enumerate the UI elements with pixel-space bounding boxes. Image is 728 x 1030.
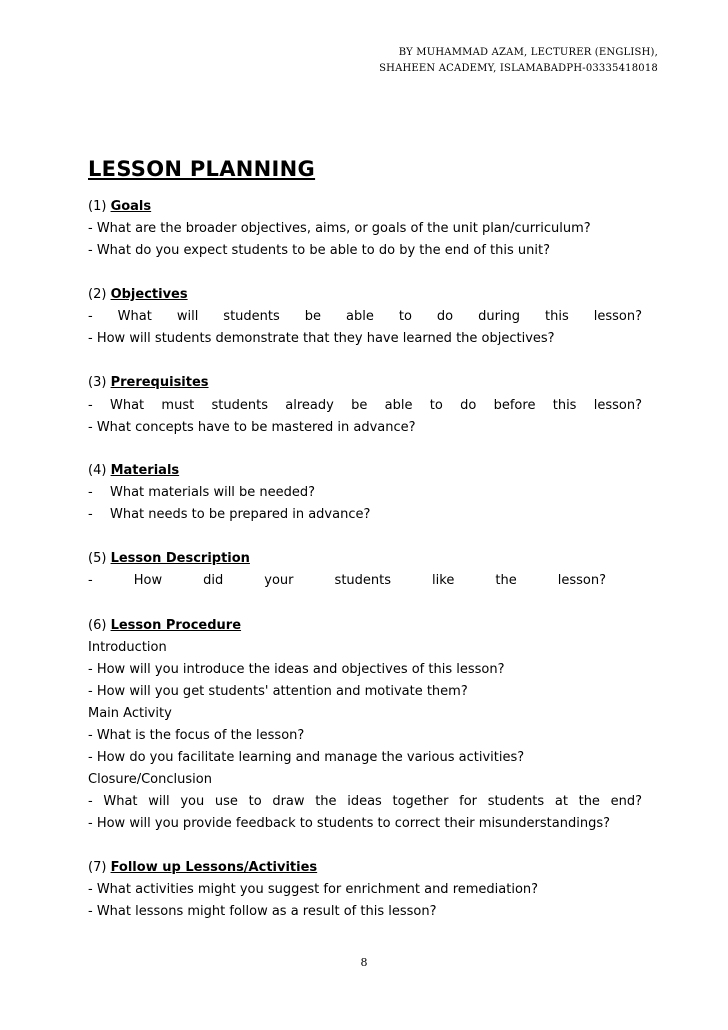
section-heading-followup — [88, 859, 642, 877]
section-number: (7) — [88, 860, 107, 875]
bullet-dash: - — [88, 485, 93, 500]
question-line: - How will you provide feedback to students to correct their misunderstandings? — [88, 816, 611, 831]
question-line: - How will you get students' attention and motivate them? — [88, 684, 468, 699]
question-text: What needs to be prepared in advance? — [110, 507, 371, 522]
section-heading-procedure — [88, 617, 642, 635]
question-text: What materials will be needed? — [110, 485, 316, 500]
section-heading-materials — [88, 462, 642, 480]
section-number: (3) — [88, 375, 107, 390]
section-number: (1) — [88, 199, 107, 214]
subheading-closure: Closure/Conclusion — [88, 772, 212, 787]
question-line: - What concepts have to be mastered in advance? — [88, 420, 416, 435]
subheading-introduction: Introduction — [88, 640, 167, 655]
section-title: Follow up Lessons/Activities — [110, 860, 318, 875]
question-line: - How did your students like the lesson? — [88, 573, 606, 588]
question-line: - What will students be able to do during this lesson? — [88, 309, 642, 324]
question-line: - What activities might you suggest for enrichment and remediation? — [88, 882, 539, 897]
academy-line: SHAHEEN ACADEMY, ISLAMABADPH-03335418018 — [379, 63, 658, 74]
question-line: - What are the broader objectives, aims, or goals of the unit plan/curriculum? — [88, 221, 591, 236]
section-number: (2) — [88, 287, 107, 302]
section-heading-objectives — [88, 286, 642, 304]
question-line: - What is the focus of the lesson? — [88, 728, 305, 743]
bullet-dash: - — [88, 507, 93, 522]
section-title: Prerequisites — [110, 375, 209, 390]
question-line — [88, 484, 642, 502]
section-title: Goals — [110, 199, 152, 214]
question-line: - How will students demonstrate that they have learned the objectives? — [88, 331, 555, 346]
page-number: 8 — [360, 956, 368, 969]
subheading-main-activity: Main Activity — [88, 706, 172, 721]
section-heading-goals — [88, 198, 642, 216]
question-line: - What do you expect students to be able to do by the end of this unit? — [88, 243, 550, 258]
question-line: - What lessons might follow as a result of this lesson? — [88, 904, 437, 919]
section-title: Lesson Description — [110, 551, 250, 566]
question-line — [88, 506, 642, 524]
section-heading-prerequisites — [88, 374, 642, 392]
section-number: (6) — [88, 618, 107, 633]
question-line: - What must students already be able to do before this lesson? — [88, 398, 642, 413]
section-title: Lesson Procedure — [110, 618, 242, 633]
section-number: (4) — [88, 463, 107, 478]
author-line: BY MUHAMMAD AZAM, LECTURER (ENGLISH), — [398, 47, 658, 58]
section-heading-description — [88, 550, 642, 568]
question-line: - What will you use to draw the ideas together for students at the end? — [88, 794, 642, 809]
section-number: (5) — [88, 551, 107, 566]
question-line: - How do you facilitate learning and manage the various activities? — [88, 750, 525, 765]
section-title: Materials — [110, 463, 180, 478]
question-line: - How will you introduce the ideas and objectives of this lesson? — [88, 662, 505, 677]
author-header — [379, 45, 658, 77]
section-title: Objectives — [110, 287, 188, 302]
page-title: LESSON PLANNING — [88, 157, 316, 181]
